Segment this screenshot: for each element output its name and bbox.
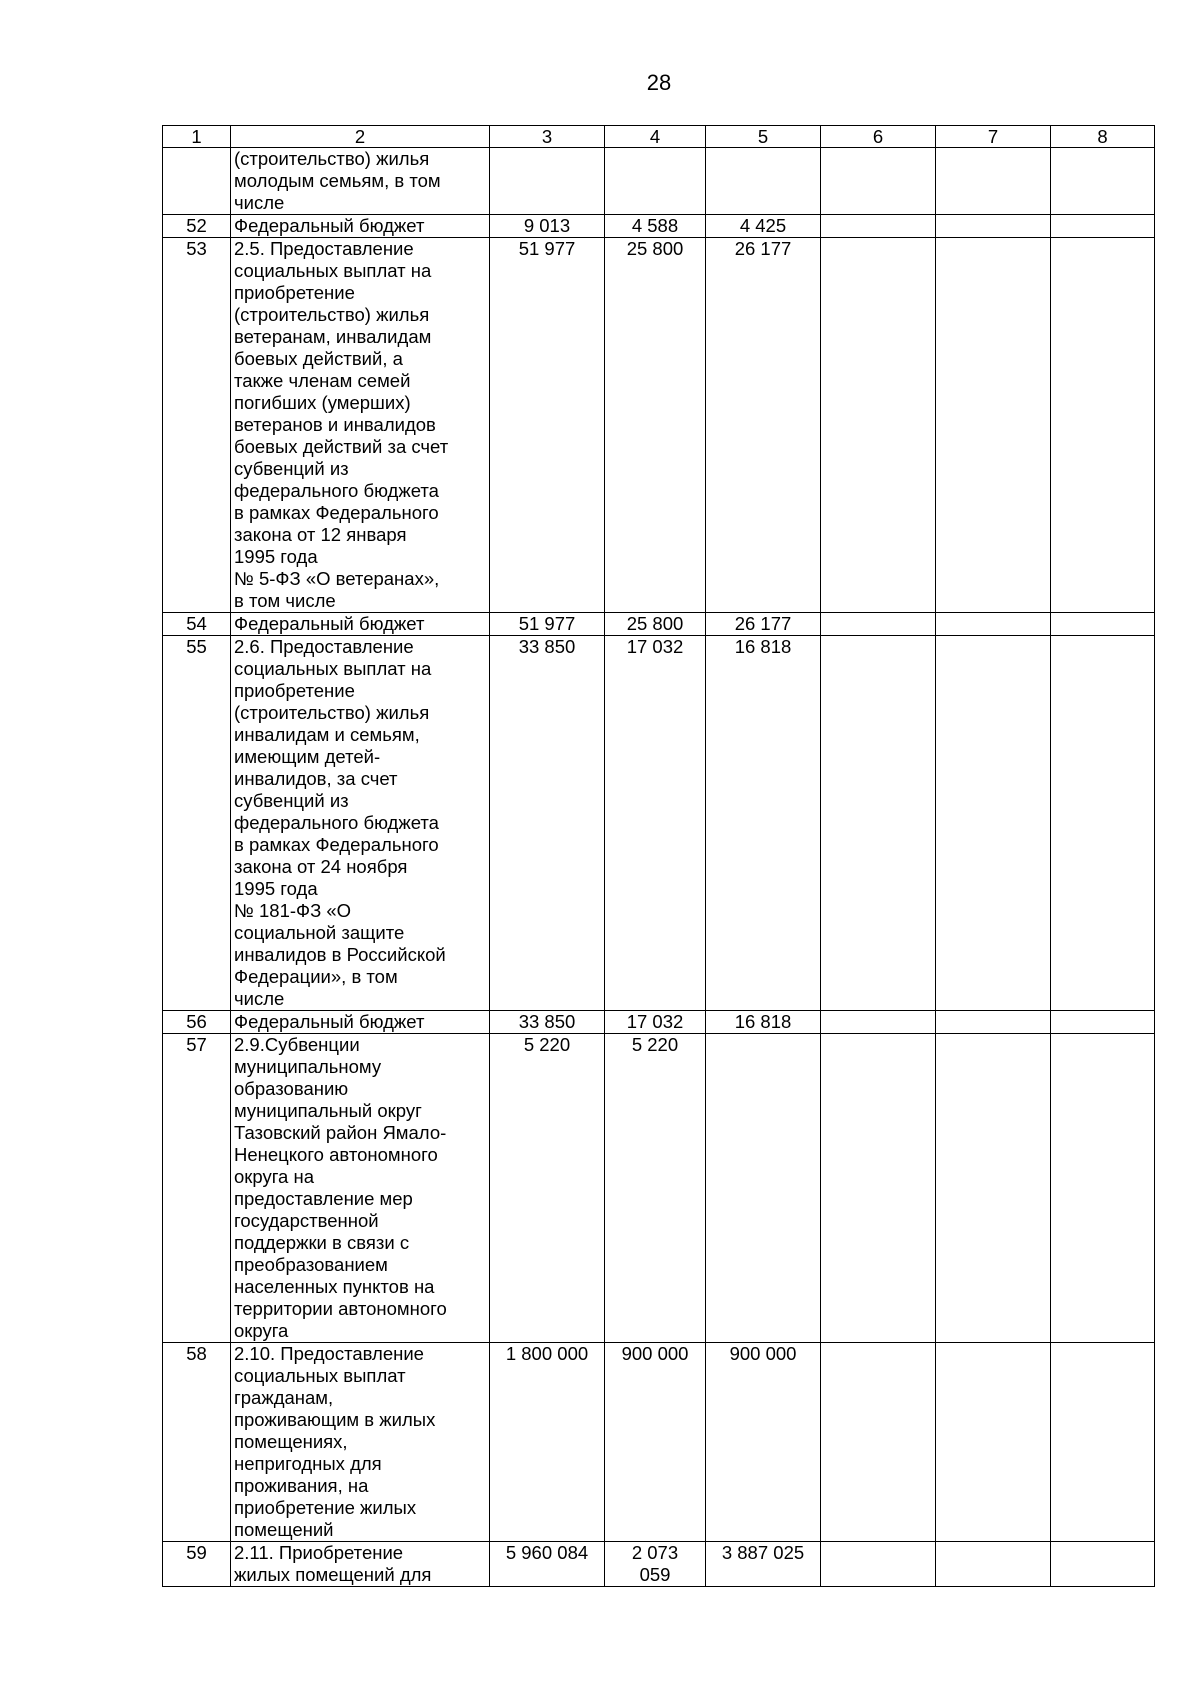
value-cell-col5 (706, 1034, 821, 1343)
row-number-cell: 54 (163, 613, 231, 636)
table-header-row (163, 126, 1155, 148)
value-cell-col8 (1051, 148, 1155, 215)
value-cell-col7 (936, 1011, 1051, 1034)
budget-table (162, 125, 1155, 1587)
table-row (163, 1011, 1155, 1034)
value-cell-col6 (821, 148, 936, 215)
value-cell-col5: 3 887 025 (706, 1542, 821, 1587)
value-cell-col8 (1051, 238, 1155, 613)
table-row (163, 238, 1155, 613)
value-cell-col3: 51 977 (490, 238, 605, 613)
description-cell: 2.11. Приобретение жилых помещений для (231, 1542, 490, 1587)
row-number-cell: 58 (163, 1343, 231, 1542)
value-cell-col4 (605, 148, 706, 215)
table-row (163, 1343, 1155, 1542)
value-cell-col6 (821, 613, 936, 636)
description-cell: 2.6. Предоставление социальных выплат на приобретение (строительство) жилья инвалидам и семьям, имеющим детей- инвалидов, за счет субвенций из федерального бюджета в рамках Федерального закона от 24 ноября 1995 года № 181-ФЗ «О социальной защите инвалидов в Российской Федерации», в том числе (231, 636, 490, 1011)
value-cell-col3: 1 800 000 (490, 1343, 605, 1542)
value-cell-col4: 17 032 (605, 636, 706, 1011)
value-cell-col4: 900 000 (605, 1343, 706, 1542)
description-cell: (строительство) жилья молодым семьям, в том числе (231, 148, 490, 215)
value-cell-col4: 17 032 (605, 1011, 706, 1034)
value-cell-col7 (936, 1542, 1051, 1587)
table-row (163, 215, 1155, 238)
value-cell-col7 (936, 636, 1051, 1011)
value-cell-col4: 4 588 (605, 215, 706, 238)
value-cell-col5: 26 177 (706, 613, 821, 636)
value-cell-col8 (1051, 1034, 1155, 1343)
value-cell-col4: 5 220 (605, 1034, 706, 1343)
value-cell-col3: 5 220 (490, 1034, 605, 1343)
row-number-cell: 57 (163, 1034, 231, 1343)
description-cell: Федеральный бюджет (231, 1011, 490, 1034)
value-cell-col4: 25 800 (605, 238, 706, 613)
row-number-cell: 53 (163, 238, 231, 613)
value-cell-col8 (1051, 636, 1155, 1011)
table-row (163, 613, 1155, 636)
value-cell-col7 (936, 1034, 1051, 1343)
value-cell-col6 (821, 1011, 936, 1034)
value-cell-col5: 26 177 (706, 238, 821, 613)
row-number-cell: 52 (163, 215, 231, 238)
value-cell-col4: 25 800 (605, 613, 706, 636)
value-cell-col7 (936, 613, 1051, 636)
value-cell-col3: 33 850 (490, 1011, 605, 1034)
value-cell-col8 (1051, 1542, 1155, 1587)
value-cell-col4: 2 073 059 (605, 1542, 706, 1587)
description-cell: Федеральный бюджет (231, 215, 490, 238)
row-number-cell: 59 (163, 1542, 231, 1587)
value-cell-col3: 51 977 (490, 613, 605, 636)
value-cell-col6 (821, 1034, 936, 1343)
value-cell-col5: 4 425 (706, 215, 821, 238)
value-cell-col6 (821, 215, 936, 238)
value-cell-col8 (1051, 1011, 1155, 1034)
value-cell-col7 (936, 148, 1051, 215)
value-cell-col6 (821, 238, 936, 613)
header-cell: 7 (936, 126, 1051, 148)
value-cell-col3: 33 850 (490, 636, 605, 1011)
value-cell-col5: 16 818 (706, 636, 821, 1011)
value-cell-col5: 16 818 (706, 1011, 821, 1034)
value-cell-col7 (936, 1343, 1051, 1542)
value-cell-col6 (821, 636, 936, 1011)
header-cell: 1 (163, 126, 231, 148)
value-cell-col8 (1051, 613, 1155, 636)
header-cell: 5 (706, 126, 821, 148)
row-number-cell: 55 (163, 636, 231, 1011)
value-cell-col5 (706, 148, 821, 215)
description-cell: Федеральный бюджет (231, 613, 490, 636)
value-cell-col3: 9 013 (490, 215, 605, 238)
value-cell-col3: 5 960 084 (490, 1542, 605, 1587)
value-cell-col6 (821, 1542, 936, 1587)
description-cell: 2.5. Предоставление социальных выплат на приобретение (строительство) жилья ветеранам, инвалидам боевых действий, а также членам семей погибших (умерших) ветеранов и инвалидов боевых действий за счет субвенций из федерального бюджета в рамках Федерального закона от 12 января 1995 года № 5-ФЗ «О ветеранах», в том числе (231, 238, 490, 613)
table-row (163, 1034, 1155, 1343)
header-cell: 6 (821, 126, 936, 148)
value-cell-col3 (490, 148, 605, 215)
table-row (163, 636, 1155, 1011)
header-cell: 2 (231, 126, 490, 148)
header-cell: 3 (490, 126, 605, 148)
table-row (163, 148, 1155, 215)
value-cell-col8 (1051, 1343, 1155, 1542)
value-cell-col6 (821, 1343, 936, 1542)
description-cell: 2.9.Субвенции муниципальному образованию муниципальный округ Тазовский район Ямало- Ненецкого автономного округа на предоставление мер государственной поддержки в связи с преобразованием населенных пунктов на территории автономного округа (231, 1034, 490, 1343)
table-row (163, 1542, 1155, 1587)
header-cell: 4 (605, 126, 706, 148)
header-cell: 8 (1051, 126, 1155, 148)
value-cell-col5: 900 000 (706, 1343, 821, 1542)
row-number-cell: 56 (163, 1011, 231, 1034)
description-cell: 2.10. Предоставление социальных выплат гражданам, проживающим в жилых помещениях, непригодных для проживания, на приобретение жилых помещений (231, 1343, 490, 1542)
page-number: 28 (646, 70, 672, 95)
value-cell-col7 (936, 215, 1051, 238)
value-cell-col8 (1051, 215, 1155, 238)
value-cell-col7 (936, 238, 1051, 613)
row-number-cell (163, 148, 231, 215)
